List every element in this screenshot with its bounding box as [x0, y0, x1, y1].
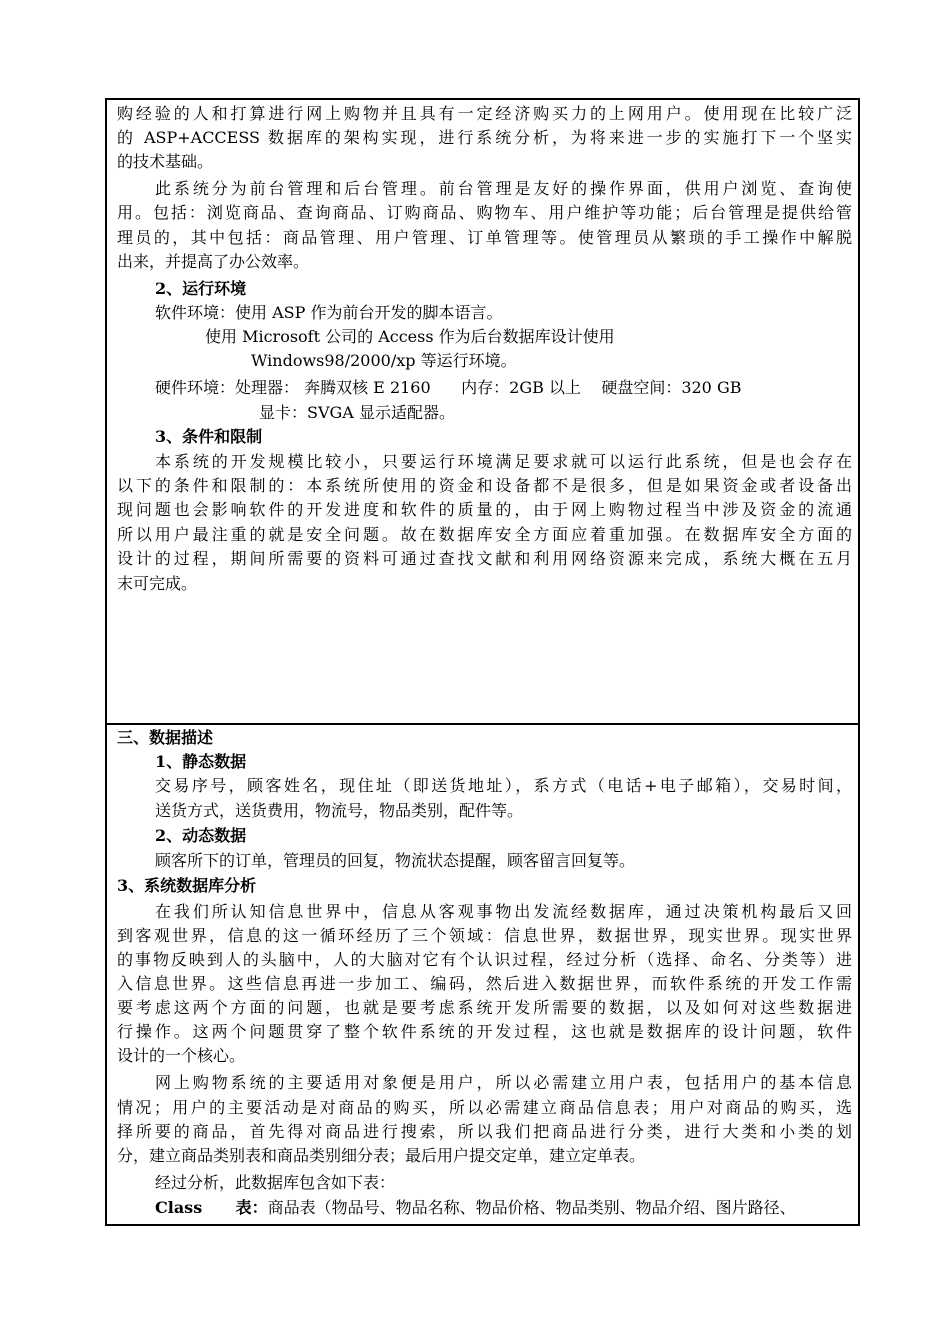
static-data-heading: 1、静态数据: [155, 752, 247, 771]
text-line: 现问题也会影响软件的开发进度和软件的质量的，由于网上购物过程当中涉及资金的流通: [117, 500, 852, 519]
text-line: 在我们所认知信息世界中，信息从客观事物出发流经数据库，通过决策机构最后又回: [155, 902, 852, 921]
text-line: 网上购物系统的主要适用对象便是用户，所以必需建立用户表，包括用户的基本信息: [155, 1073, 852, 1092]
software-env-line: Windows98/2000/xp 等运行环境。: [251, 351, 517, 370]
section-box-data-description: [105, 724, 860, 1226]
limits-heading: 3、条件和限制: [155, 427, 263, 446]
class-table-label: Class 表：: [155, 1198, 268, 1217]
text-line: 入信息世界。这些信息再进一步加工、编码，然后进入数据世界，而软件系统的开发工作需: [117, 974, 852, 993]
text-line: 本系统的开发规模比较小，只要运行环境满足要求就可以运行此系统，但是也会存在: [155, 452, 852, 471]
dynamic-data-heading: 2、动态数据: [155, 826, 247, 845]
text-line: 以下的条件和限制的：本系统所使用的资金和设备都不是很多，但是如果资金或者设备出: [117, 476, 852, 495]
section-box-environment: [105, 98, 860, 725]
text-line: 用。包括：浏览商品、查询商品、订购商品、购物车、用户维护等功能；后台管理是提供给管: [117, 203, 852, 222]
text-line: 择所要的商品，首先得对商品进行搜索，所以我们把商品进行分类，进行大类和小类的划: [117, 1122, 852, 1141]
software-env-line: 使用 Microsoft 公司的 Access 作为后台数据库设计使用: [205, 327, 615, 346]
hardware-env-line: 显卡：SVGA 显示适配器。: [259, 403, 455, 422]
class-table-text: 商品表（物品号、物品名称、物品价格、物品类别、物品介绍、图片路径、: [267, 1198, 796, 1217]
text-line: 交易序号，顾客姓名，现住址（即送货地址），系方式（电话+电子邮箱），交易时间，: [155, 776, 852, 795]
text-line: 顾客所下的订单，管理员的回复，物流状态提醒，顾客留言回复等。: [155, 851, 636, 870]
text-line: 行操作。这两个问题贯穿了整个软件系统的开发过程，这也就是数据库的设计问题，软件: [117, 1022, 852, 1041]
db-analysis-heading: 3、系统数据库分析: [117, 876, 257, 895]
hardware-env-line: 硬件环境：处理器： 奔腾双核 E 2160 内存：2GB 以上 硬盘空间：320 GB: [155, 378, 742, 397]
text-line: 设计的一个核心。: [117, 1046, 246, 1065]
text-line: 购经验的人和打算进行网上购物并且具有一定经济购买力的上网用户。使用现在比较广泛: [117, 104, 852, 123]
text-line: 的技术基础。: [117, 152, 214, 171]
text-line: 情况；用户的主要活动是对商品的购买，所以必需建立商品信息表；用户对商品的购买，选: [117, 1098, 852, 1117]
text-line: 要考虑这两个方面的问题，也就是要考虑系统开发所需要的数据，以及如何对这些数据进: [117, 998, 852, 1017]
class-table-line: [117, 1196, 852, 1220]
text-line: 出来，并提高了办公效率。: [117, 252, 310, 271]
text-line: 末可完成。: [117, 574, 198, 593]
text-line: 理员的，其中包括：商品管理、用户管理、订单管理等。使管理员从繁琐的手工操作中解脱: [117, 228, 852, 247]
text-line: 经过分析，此数据库包含如下表：: [155, 1173, 396, 1192]
text-line: 设计的过程，期间所需要的资料可通过查找文献和利用网络资源来完成，系统大概在五月: [117, 549, 852, 568]
text-line: 的事物反映到人的头脑中，人的大脑对它有个认识过程，经过分析（选择、命名、分类等）进: [117, 950, 852, 969]
text-line: 所以用户最注重的就是安全问题。故在数据库安全方面应着重加强。在数据库安全方面的: [117, 525, 852, 544]
env-heading: 2、运行环境: [155, 279, 247, 298]
text-line: 此系统分为前台管理和后台管理。前台管理是友好的操作界面，供用户浏览、查询使: [155, 179, 852, 198]
text-line: 到客观世界，信息的这一循环经历了三个领域：信息世界，数据世界，现实世界。现实世界: [117, 926, 852, 945]
software-env-line: 软件环境：使用 ASP 作为前台开发的脚本语言。: [155, 303, 503, 322]
text-line: 送货方式，送货费用，物流号，物品类别，配件等。: [155, 801, 524, 820]
text-line: 的 ASP+ACCESS 数据库的架构实现，进行系统分析，为将来进一步的实施打下一个坚实: [117, 128, 852, 147]
text-line: 分，建立商品类别表和商品类别细分表；最后用户提交定单，建立定单表。: [117, 1146, 646, 1165]
section-title: 三、数据描述: [117, 728, 214, 747]
